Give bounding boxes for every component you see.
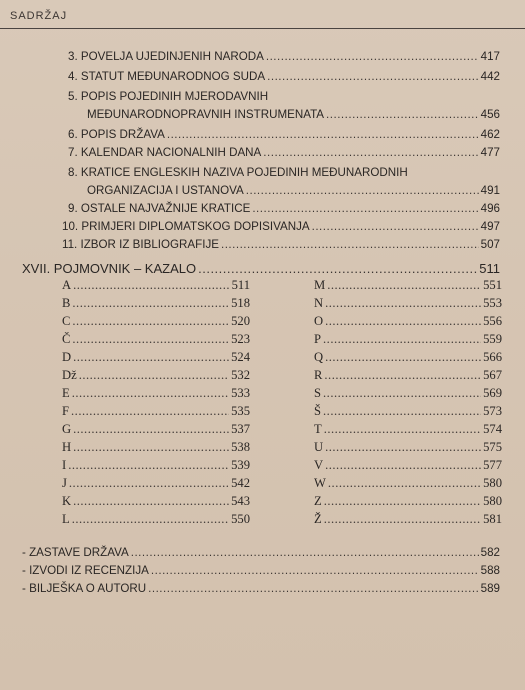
index-page: 566 [483,350,502,364]
index-entry [314,402,502,420]
index-page: 580 [483,494,502,508]
index-page: 518 [231,296,250,310]
index-page: 539 [231,458,250,472]
index-letter: N [314,296,324,310]
leader-dots [324,492,481,510]
index-entry [62,420,250,438]
leader-dots [148,580,479,598]
leader-dots [79,366,229,384]
section-label: XVII. POJMOVNIK – KAZALO [22,261,197,276]
toc-page: 477 [480,146,500,159]
index-entry [62,366,250,384]
leader-dots [151,562,479,580]
index-entry [62,294,250,312]
toc-entry [87,106,500,124]
leader-dots [325,438,481,456]
index-entry [314,510,502,528]
toc-page: 462 [480,128,500,141]
index-entry [314,330,502,348]
toc-label: 11. IZBOR IZ BIBLIOGRAFIJE [62,238,219,251]
index-letter: H [62,440,72,454]
index-letter: I [62,458,67,472]
index-page: 550 [231,512,250,526]
index-letter: C [62,314,71,328]
index-page: 575 [483,440,502,454]
index-entry [314,294,502,312]
leader-dots [328,474,481,492]
leader-dots [324,366,481,384]
index-page: 543 [231,494,250,508]
index-entry [62,456,250,474]
leader-dots [73,348,229,366]
toc-entry [68,126,500,144]
index-letter: P [314,332,322,346]
index-page: 580 [483,476,502,490]
toc-entry [68,200,500,218]
index-page: 538 [231,440,250,454]
index-letter: J [62,476,67,490]
index-page: 567 [483,368,502,382]
index-page: 551 [483,278,502,292]
index-entry [314,420,502,438]
toc-entry [62,236,500,254]
index-entry [314,384,502,402]
toc-label-line1: 5. POPIS POJEDINIH MJERODAVNIH [68,90,269,103]
leader-dots [323,384,481,402]
toc-label: 10. PRIMJERI DIPLOMATSKOG DOPISIVANJA [62,220,310,233]
index-entry [314,492,502,510]
toc-page: 497 [480,220,500,233]
appendix-page: 588 [480,564,500,577]
toc-label: 4. STATUT MEĐUNARODNOG SUDA [68,70,266,83]
toc-label: 7. KALENDAR NACIONALNIH DANA [68,146,262,159]
index-letter: D [62,350,72,364]
toc-page: 442 [480,70,500,83]
index-entry [62,438,250,456]
index-page: 524 [231,350,250,364]
index-entry [62,348,250,366]
index-entry [314,348,502,366]
leader-dots [69,474,229,492]
toc-page: 417 [480,50,500,63]
index-letter: F [62,404,70,418]
index-entry [62,474,250,492]
leader-dots [324,510,481,528]
index-letter: Z [314,494,322,508]
appendix-entry [22,562,500,580]
index-letter: Dž [62,368,77,382]
index-entry [314,276,502,294]
leader-dots [323,402,481,420]
leader-dots [73,276,229,294]
index-entry [314,312,502,330]
index-letter: M [314,278,326,292]
toc-page: 456 [480,108,500,121]
leader-dots [72,294,229,312]
leader-dots [323,330,481,348]
index-letter: L [62,512,70,526]
leader-dots [221,236,479,254]
leader-dots [72,384,229,402]
index-entry [62,312,250,330]
toc-label: ORGANIZACIJA I USTANOVA [87,184,244,197]
index-entry [62,276,250,294]
index-letter: K [62,494,72,508]
appendix-label: - IZVODI IZ RECENZIJA [22,564,149,577]
index-letter: R [314,368,323,382]
index-page: 577 [483,458,502,472]
leader-dots [266,48,479,66]
leader-dots [325,294,481,312]
leader-dots [167,126,479,144]
leader-dots [327,276,481,294]
toc-entry [68,68,500,86]
leader-dots [72,330,229,348]
leader-dots [73,420,229,438]
index-entry [62,402,250,420]
leader-dots [72,312,229,330]
appendix-entry [22,580,500,598]
leader-dots [71,402,229,420]
leader-dots [252,200,478,218]
index-page: 553 [483,296,502,310]
index-page: 511 [231,278,250,292]
index-entry [314,456,502,474]
toc-entry [68,144,500,162]
index-letter: U [314,440,324,454]
index-entry [62,384,250,402]
index-letter: S [314,386,322,400]
index-page: 532 [231,368,250,382]
leader-dots [312,218,479,236]
appendix-page: 589 [480,582,500,595]
toc-label: 9. OSTALE NAJVAŽNIJE KRATICE [68,202,251,215]
index-page: 520 [231,314,250,328]
index-letter: E [62,386,70,400]
index-page: 535 [231,404,250,418]
appendix-page: 582 [480,546,500,559]
index-letter: Ž [314,512,322,526]
leader-dots [267,68,479,86]
appendix-label: - BILJEŠKA O AUTORU [22,582,147,595]
toc-page: 496 [480,202,500,215]
toc-label-line1: 8. KRATICE ENGLESKIH NAZIVA POJEDINIH MEĐUNARODNIH [68,166,408,179]
index-entry [62,492,250,510]
index-letter: O [314,314,324,328]
index-letter: A [62,278,72,292]
leader-dots [325,348,481,366]
index-page: 569 [483,386,502,400]
index-letter: G [62,422,72,436]
leader-dots [68,456,229,474]
index-letter: V [314,458,324,472]
leader-dots [263,144,478,162]
leader-dots [246,182,479,200]
index-letter: T [314,422,322,436]
index-page: 537 [231,422,250,436]
index-entry [314,474,502,492]
index-entry [314,438,502,456]
index-page: 556 [483,314,502,328]
index-letter: Q [314,350,324,364]
index-entry [62,510,250,528]
index-letter: Š [314,404,322,418]
leader-dots [325,456,481,474]
index-entry [62,330,250,348]
leader-dots [73,438,229,456]
index-page: 581 [483,512,502,526]
toc-entry [62,218,500,236]
leader-dots [73,492,229,510]
leader-dots [324,420,481,438]
index-page: 573 [483,404,502,418]
toc-entry [87,182,500,200]
leader-dots [72,510,229,528]
toc-page: 491 [480,184,500,197]
index-page: 523 [231,332,250,346]
index-entry [314,366,502,384]
index-page: 542 [231,476,250,490]
section-page: 511 [479,261,500,276]
leader-dots [131,544,479,562]
appendix-entry [22,544,500,562]
index-letter: W [314,476,326,490]
toc-label: 6. POPIS DRŽAVA [68,128,165,141]
leader-dots [325,312,481,330]
toc-page: 507 [480,238,500,251]
header-rule [0,28,525,29]
index-page: 533 [231,386,250,400]
toc-label: 3. POVELJA UJEDINJENIH NARODA [68,50,264,63]
index-page: 574 [483,422,502,436]
toc-label: MEĐUNARODNOPRAVNIH INSTRUMENATA [87,108,325,121]
toc-entry [68,48,500,66]
appendix-label: - ZASTAVE DRŽAVA [22,546,129,559]
page-header: SADRŽAJ [10,10,68,22]
index-letter: Č [62,332,71,346]
index-letter: B [62,296,71,310]
index-page: 559 [483,332,502,346]
leader-dots [326,106,479,124]
